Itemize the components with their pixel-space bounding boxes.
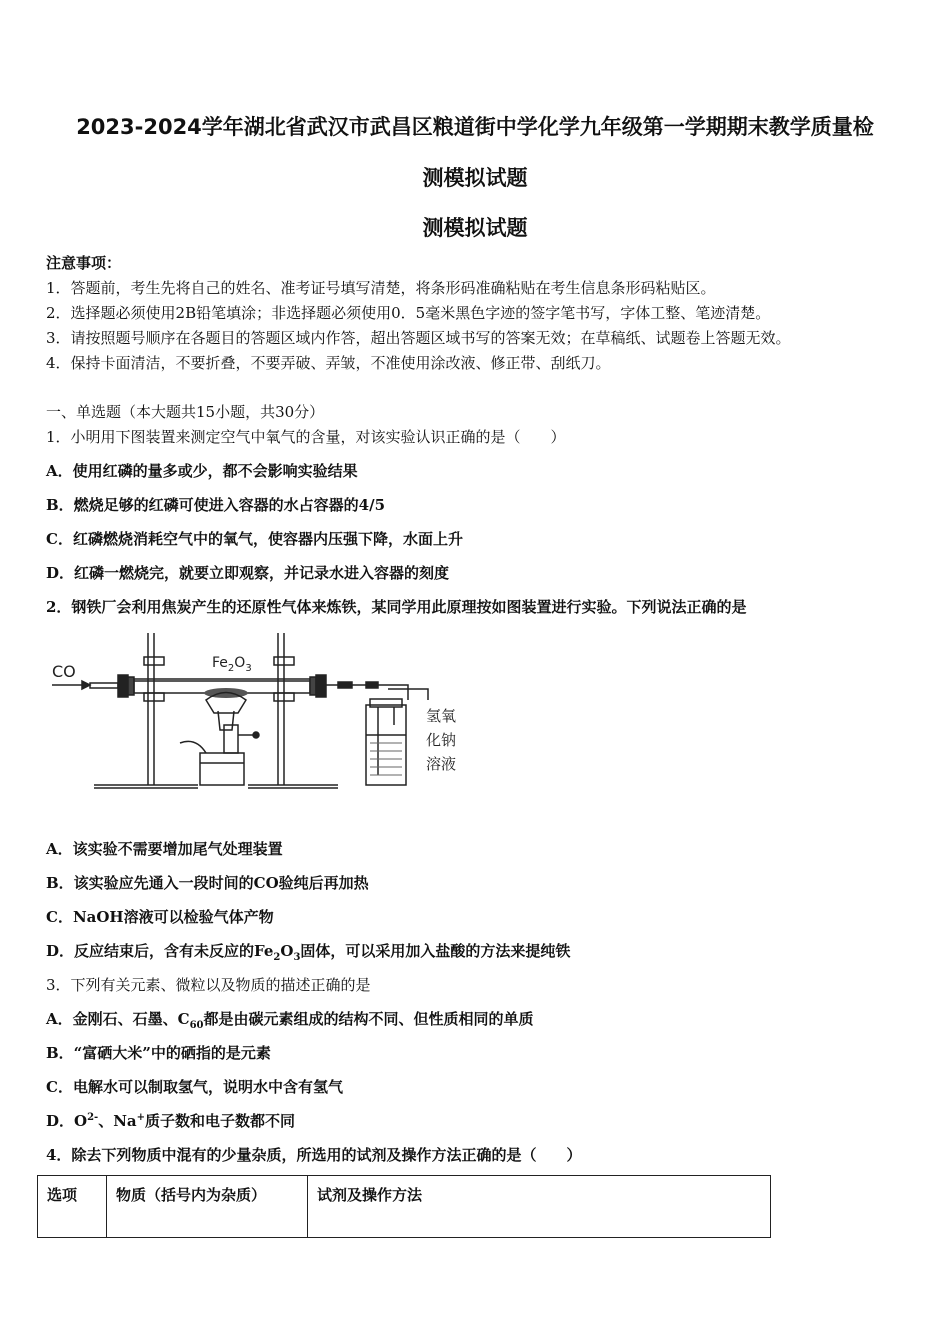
- co-reduction-apparatus-figure: [48, 625, 478, 805]
- fe2o3-label: $Fe_2O_3$: [212, 655, 252, 674]
- q2-option-c: C．NaOH溶液可以检验气体产物: [46, 908, 274, 926]
- table-header-method: 试剂及操作方法: [308, 1176, 771, 1238]
- page-title-line-3: 测模拟试题: [422, 216, 528, 240]
- table-header-row: [38, 1176, 771, 1238]
- notice-item-2: 2．选择题必须使用2B铅笔填涂；非选择题必须使用0．5毫米黑色字迹的签字笔书写，字体工整、笔迹清楚。: [46, 304, 771, 322]
- q2-option-d: D．反应结束后，含有未反应的$Fe_2O_3$固体，可以采用加入盐酸的方法来提纯铁: [46, 942, 571, 963]
- q4-options-table: [37, 1175, 771, 1238]
- q1-option-d: D．红磷一燃烧完，就要立即观察，并记录水进入容器的刻度: [46, 564, 450, 582]
- notice-item-4: 4．保持卡面清洁，不要折叠，不要弄破、弄皱，不准使用涂改液、修正带、刮纸刀。: [46, 354, 611, 372]
- q1-stem: 1．小明用下图装置来测定空气中氧气的含量，对该实验认识正确的是（ ）: [46, 428, 566, 446]
- q1-option-b: B．燃烧足够的红磷可使进入容器的水占容器的4/5: [46, 496, 386, 514]
- bottle-label-1: 氢氧: [426, 707, 457, 725]
- q3-option-c: C．电解水可以制取氢气，说明水中含有氢气: [46, 1078, 343, 1096]
- q2-option-b: B．该实验应先通入一段时间的CO验纯后再加热: [46, 874, 369, 892]
- notice-item-1: 1．答题前，考生先将自己的姓名、准考证号填写清楚，将条形码准确粘贴在考生信息条形码粘贴区。: [46, 279, 716, 297]
- notice-heading: 注意事项：: [46, 254, 122, 272]
- q2-option-a: A．该实验不需要增加尾气处理装置: [46, 840, 283, 858]
- page-title-line-2: 测模拟试题: [422, 166, 528, 190]
- table-header-option: 选项: [38, 1176, 107, 1238]
- notice-item-3: 3．请按照题号顺序在各题目的答题区域内作答，超出答题区域书写的答案无效；在草稿纸、试题卷上答题无效。: [46, 329, 791, 347]
- q3-option-a: A．金刚石、石墨、$C_{60}$都是由碳元素组成的结构不同、但性质相同的单质: [46, 1010, 534, 1031]
- page-title-line-1: 2023-2024学年湖北省武汉市武昌区粮道街中学化学九年级第一学期期末教学质量检: [76, 115, 874, 139]
- q2-stem: 2．钢铁厂会利用焦炭产生的还原性气体来炼铁，某同学用此原理按如图装置进行实验。下列说法正确的是: [46, 598, 747, 616]
- q3-option-b: B．“富硒大米”中的硒指的是元素: [46, 1044, 271, 1062]
- table-header-substance: 物质（括号内为杂质）: [107, 1176, 308, 1238]
- bottle-label-2: 化钠: [426, 731, 457, 749]
- q3-stem: 3．下列有关元素、微粒以及物质的描述正确的是: [46, 976, 371, 994]
- bottle-label-3: 溶液: [426, 755, 457, 773]
- q1-option-c: C．红磷燃烧消耗空气中的氧气，使容器内压强下降，水面上升: [46, 530, 463, 548]
- q4-stem: 4．除去下列物质中混有的少量杂质，所选用的试剂及操作方法正确的是（ ）: [46, 1146, 582, 1164]
- q3-option-d: D．$O^{2-}$、Na+质子数和电子数都不同: [46, 1112, 296, 1130]
- co-label: CO: [52, 662, 76, 681]
- q1-option-a: A．使用红磷的量多或少，都不会影响实验结果: [46, 462, 358, 480]
- section-heading: 一、单选题（本大题共15小题，共30分）: [46, 403, 325, 421]
